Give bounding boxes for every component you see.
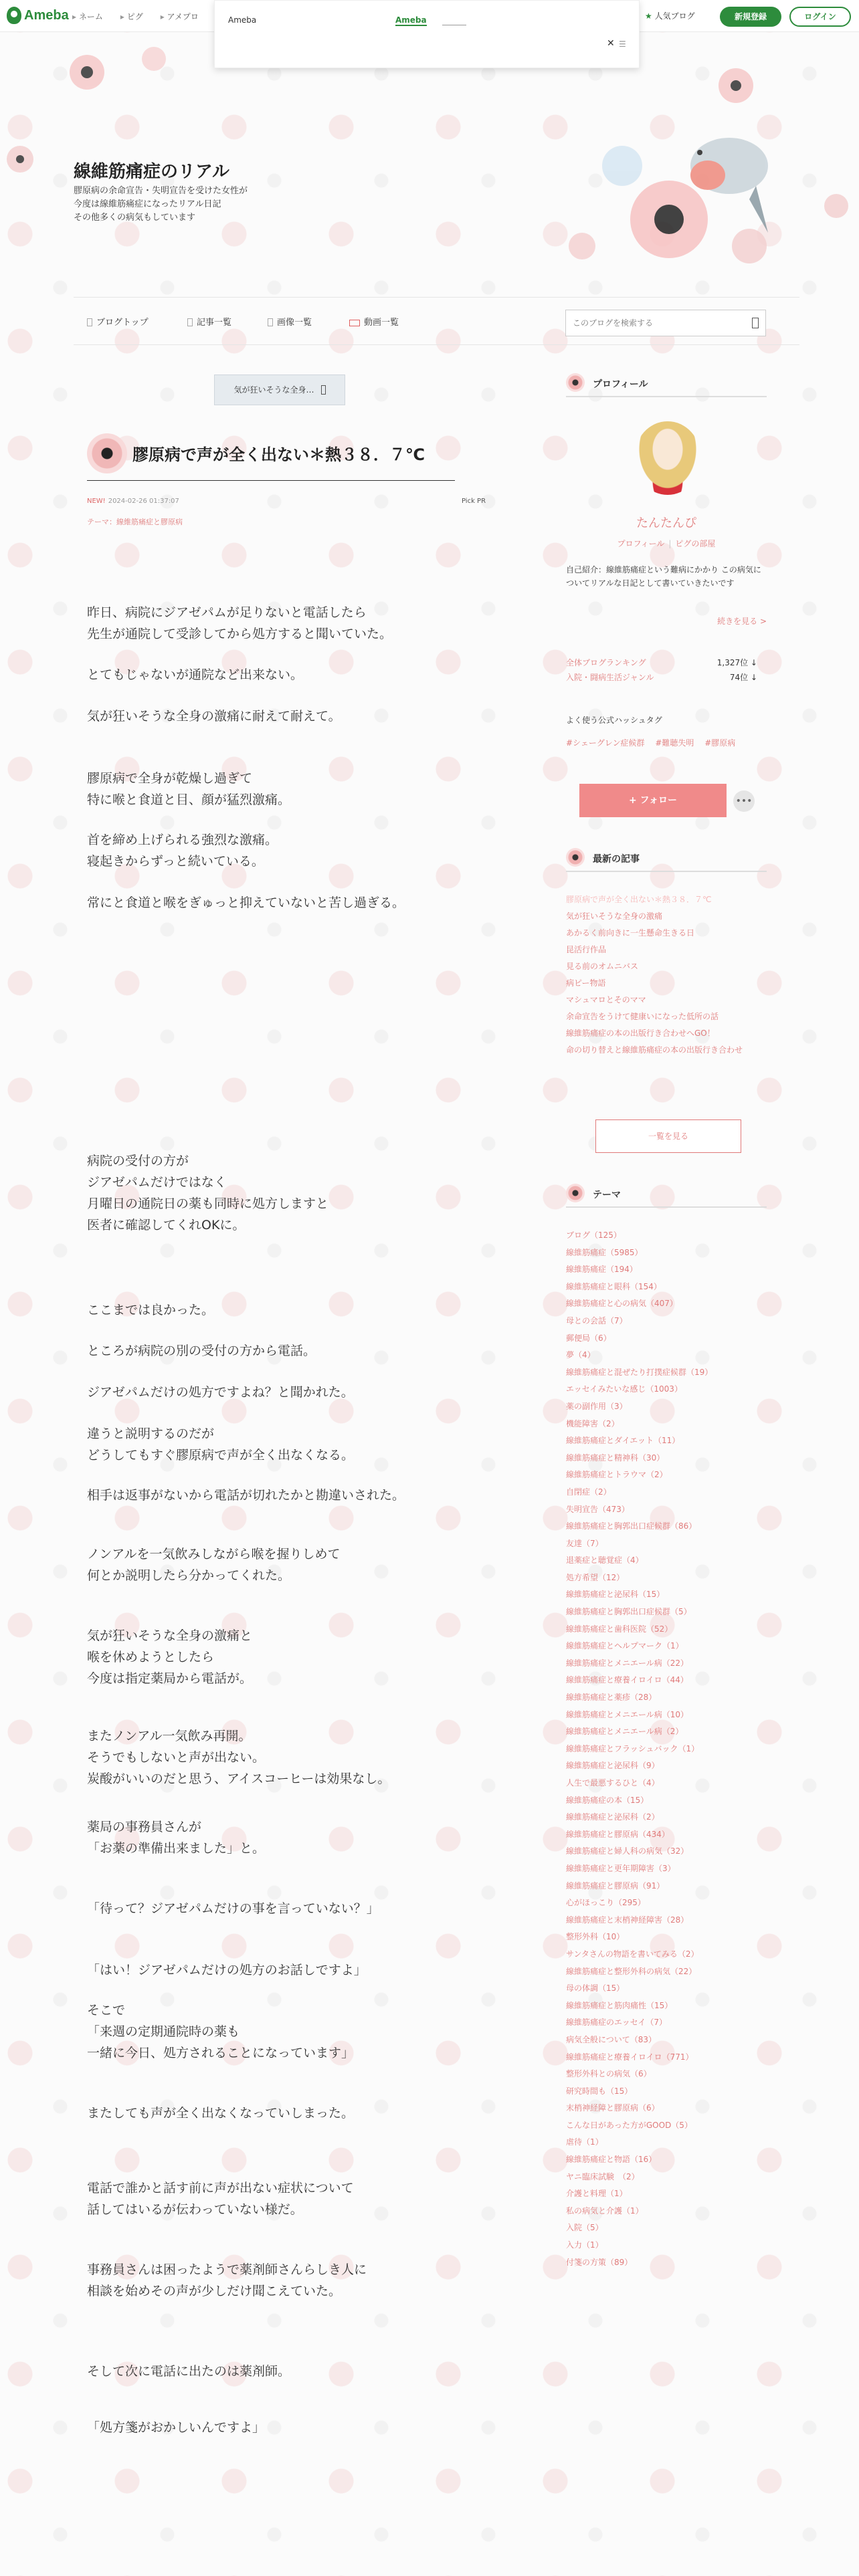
blog-title[interactable]: 線維筋痛症のリアル — [74, 162, 229, 182]
entry-flower-icon — [87, 433, 127, 473]
entry-title[interactable]: 膠原病で声が全く出ない＊熱３８．７℃ — [132, 445, 425, 464]
paragraph: 電話で誰かと話す前に声が出ない症状について 話してはいるが伝わっていない様だ。 — [87, 2181, 354, 2217]
paragraph: 膠原病で全身が乾燥し過ぎて 特に喉と食道と目、顔が猛烈激痛。 — [87, 771, 291, 807]
list-icon — [187, 318, 193, 326]
list-item[interactable]: 膠原病で声が全く出ない＊熱３８．７℃ — [566, 895, 712, 904]
follow-button[interactable]: + フォロー — [579, 784, 727, 817]
hashtag-list — [566, 737, 743, 748]
global-nav-item[interactable]: ▸ ピグ — [120, 11, 143, 22]
link-separator: | — [668, 539, 672, 548]
flower-icon — [566, 848, 585, 867]
theme-list-item[interactable]: 線維筋痛症と筋肉痛性（15） — [566, 2000, 673, 2010]
overlay-label: Ameba — [228, 15, 257, 25]
crown-icon: ★ — [645, 11, 652, 21]
theme-list-item[interactable]: 入院（5） — [566, 2223, 603, 2233]
register-button[interactable]: 新規登録 — [720, 7, 781, 27]
theme-list-item[interactable]: 線維筋痛症と膠原病（434） — [566, 1829, 670, 1839]
entry-date-text: 2024-02-26 01:37:07 — [108, 498, 179, 505]
paragraph: またノンアル一気飲み再開。 そうでもしないと声が出ない。 炭酸がいいのだと思う、アイスコーヒーは効果なし。 — [87, 1729, 391, 1786]
hashtag-link[interactable]: #膠原病 — [704, 738, 736, 748]
paragraph: 相手は返事がないから電話が切れたかと勘違いされた。 — [87, 1488, 405, 1503]
list-item[interactable]: マシュマロとそのママ — [566, 995, 646, 1004]
blog-description-line: その他多くの病気もしています — [74, 213, 196, 223]
ranking-all[interactable] — [566, 657, 757, 668]
ranking-label: 入院・闘病生活ジャンル — [566, 673, 654, 682]
theme-heading — [566, 1181, 767, 1208]
prev-entry-label: 気が狂いそうな全身… — [233, 385, 314, 395]
title-divider — [87, 480, 455, 481]
theme-list-item[interactable]: 友達（7） — [566, 1538, 603, 1548]
popular-blog-label: 人気ブログ — [654, 11, 695, 21]
entry-theme-link[interactable]: テーマ：線維筋痛症と膠原病 — [87, 518, 183, 526]
theme-list-item[interactable]: 人生で最悪するひと（4） — [566, 1778, 660, 1788]
theme-list-item[interactable]: こんな日があった方がGOOD（5） — [566, 2120, 692, 2130]
recent-entries-heading — [566, 845, 767, 872]
global-nav-item[interactable]: ▸ アメプロ — [161, 11, 199, 22]
paragraph: ところが病院の別の受付の方から電話。 — [87, 1344, 316, 1358]
theme-list-item[interactable]: 研究時間も（15） — [566, 2086, 633, 2096]
theme-list-item[interactable]: 線維筋痛症と眼科（154） — [566, 1281, 662, 1291]
profile-intro: 自己紹介：線維筋痛症という難病にかかり この病気についてリアルな日記として書いていきたいです — [566, 565, 761, 588]
theme-list-item[interactable]: 線維筋痛症と混ぜたり打撲症候群（19） — [566, 1367, 713, 1377]
nav-video-list[interactable] — [349, 315, 399, 328]
theme-list-item[interactable]: 線維筋痛症と胸郭出口症候群（5） — [566, 1607, 692, 1617]
flower-icon — [566, 373, 585, 392]
theme-list-item[interactable]: 失明宣告（473） — [566, 1504, 630, 1514]
ameba-logo[interactable] — [7, 7, 69, 24]
theme-list-item[interactable]: 線維筋痛症と物語（16） — [566, 2155, 657, 2165]
theme-list-item[interactable]: ヤニ臨床試験 （2） — [566, 2171, 640, 2181]
theme-heading-label: テーマ — [593, 1190, 621, 1200]
blog-description — [74, 185, 248, 225]
paragraph: 「処方箋がおかしいんですよ」 — [87, 2420, 266, 2435]
theme-list-item[interactable]: 病気全般について（83） — [566, 2034, 657, 2044]
hashtag-link[interactable]: #シェーグレン症候群 — [566, 738, 645, 748]
list-item[interactable]: 気が狂いそうな全身の激痛 — [566, 911, 663, 921]
list-item[interactable]: 線維筋痛症の本の出版行き合わせへGO！ — [566, 1029, 715, 1038]
hashtag-link[interactable]: #難聴失明 — [655, 738, 694, 748]
ameba-logo-icon — [7, 7, 21, 24]
theme-list-item[interactable]: 線維筋痛症（194） — [566, 1265, 638, 1275]
pick-pr-button[interactable]: Pick PR — [462, 498, 486, 505]
ameba-logo-text: Ameba — [24, 7, 69, 23]
paragraph: とてもじゃないが通院など出来ない。 — [87, 667, 304, 682]
theme-list-item[interactable]: 末梢神経障と膠原病（6） — [566, 2103, 660, 2113]
profile-more-link[interactable]: 続きを見る > — [717, 617, 767, 626]
theme-list-item[interactable]: 線維筋痛症と泌尿科（9） — [566, 1761, 660, 1771]
nav-entry-list[interactable] — [187, 315, 231, 328]
paragraph: 首を締め上げられる強烈な激痛。 寝起きからずっと続いている。 — [87, 833, 278, 869]
paragraph: 「はい！ジアゼパムだけの処方のお話しですよ」 — [87, 1963, 367, 1977]
paragraph: またしても声が全く出なくなっていしまった。 — [87, 2106, 355, 2121]
ranking-label: 全体ブログランキング — [566, 658, 646, 667]
menu-icon[interactable]: ☰ — [619, 39, 626, 49]
theme-list-item[interactable]: 線維筋痛症（5985） — [566, 1247, 643, 1257]
chevron-right-icon — [321, 385, 326, 395]
nav-image-list[interactable] — [268, 315, 312, 328]
theme-list-item[interactable]: 介護と料理（1） — [566, 2189, 628, 2199]
theme-list-item[interactable]: 線維筋痛症と療養イロイロ（771） — [566, 2052, 694, 2062]
recent-entries-list — [566, 893, 767, 1077]
theme-list-item[interactable]: 線維筋痛症と末梢神経障害（28） — [566, 1915, 689, 1925]
pigg-room-link[interactable]: ピグの部屋 — [675, 539, 716, 548]
paragraph: そこで 「来週の定期通院時の薬も 一緒に今日、処方されることになっています」 — [87, 2003, 355, 2060]
video-icon — [349, 320, 360, 326]
theme-list-item[interactable]: 線維筋痛症と歯科医院（52） — [566, 1624, 673, 1634]
theme-list-item[interactable]: サンタさんの物語を書いてみる（2） — [566, 1949, 699, 1959]
nav-label: ブログトップ — [96, 318, 149, 328]
paragraph: 薬局の事務員さんが 「お薬の準備出来ました」と。 — [87, 1820, 266, 1856]
theme-list-item[interactable]: 線維筋痛症と整形外科の病気（22） — [566, 1966, 697, 1976]
close-icon[interactable]: ✕ — [607, 38, 615, 49]
paragraph: ここまでは良かった。 — [87, 1303, 215, 1317]
theme-list-item[interactable]: 母の体調（15） — [566, 1983, 625, 1994]
profile-heading-label: プロフィール — [593, 379, 648, 390]
blog-search-input[interactable] — [566, 310, 740, 336]
theme-list-item[interactable]: 線維筋痛症とメニエール病（22） — [566, 1658, 689, 1668]
nav-label: 画像一覧 — [277, 318, 312, 328]
paragraph: ジアゼパムだけの処方ですよね？と聞かれた。 — [87, 1385, 354, 1400]
ranking-value: 1,327位 ↓ — [717, 658, 757, 667]
theme-list-item[interactable]: 郵便局（6） — [566, 1333, 611, 1343]
nav-label: 記事一覧 — [197, 318, 232, 328]
theme-list-item[interactable]: 線維筋痛症のエッセイ（7） — [566, 2018, 668, 2028]
list-item[interactable]: 病ピー物語 — [566, 978, 606, 988]
theme-list-item[interactable]: 整形外科（10） — [566, 1932, 625, 1942]
paragraph: 病院の受付の方が ジアゼパムだけではなく 月曜日の通院日の薬も同時に処方しますと 医者に確認してくれOKに。 — [87, 1154, 329, 1232]
paragraph: そして次に電話に出たのは薬剤師。 — [87, 2364, 291, 2379]
theme-list-item[interactable]: エッセイみたいな感じ（1003） — [566, 1384, 682, 1394]
theme-list-item[interactable]: 線維筋痛症と心の病気（407） — [566, 1299, 678, 1309]
theme-list-item[interactable]: 線維筋痛症と精神科（30） — [566, 1453, 665, 1463]
theme-list — [566, 1229, 767, 2273]
list-item[interactable]: 命の切り替えと線維筋痛症の本の出版行き合わせ — [566, 1045, 743, 1055]
theme-list-item[interactable]: 線維筋痛症とヘルプマーク（1） — [566, 1641, 684, 1651]
image-icon — [268, 318, 273, 326]
paragraph: ノンアルを一気飲みしながら喉を握りしめて 何とか説明したら分かってくれた。 — [87, 1547, 341, 1583]
theme-list-item[interactable]: 線維筋痛症と療養イロイロ（44） — [566, 1675, 688, 1685]
hashtag-heading: よく使う公式ハッシュタグ — [566, 716, 662, 725]
nav-label: 動画一覧 — [364, 318, 399, 328]
blog-nav — [74, 297, 799, 345]
profile-link[interactable]: プロフィール — [617, 539, 665, 548]
list-item[interactable]: 昆活行作品 — [566, 945, 607, 954]
login-button[interactable]: ログイン — [789, 7, 851, 27]
avatar[interactable] — [634, 421, 701, 495]
profile-heading — [566, 370, 767, 397]
blog-search — [565, 310, 766, 336]
paragraph: 昨日、病院にジアゼパムが足りないと電話したら 先生が通院して受診してから処方すると聞いていた。 — [87, 605, 393, 641]
theme-list-item[interactable]: 退薬症と聴覚症（4） — [566, 1555, 644, 1566]
paragraph: 事務員さんは困ったようで薬剤師さんらしき人に 相談を始めその声が少しだけ聞こえていた。 — [87, 2262, 367, 2298]
list-item[interactable]: 見る前のオムニバス — [566, 962, 639, 971]
paragraph: 「待って？ジアゼパムだけの事を言っていない？」 — [87, 1901, 379, 1916]
theme-list-item[interactable]: 虐待（1） — [566, 2137, 603, 2147]
theme-list-item[interactable]: 薬の副作用（3） — [566, 1401, 628, 1411]
theme-list-item[interactable]: 線維筋痛症と膠原病（91） — [566, 1881, 665, 1891]
theme-list-item[interactable]: 私の病気と介護（1） — [566, 2206, 644, 2216]
overlay-tab-active[interactable]: Ameba — [395, 15, 427, 25]
paragraph: 気が狂いそうな全身の激痛と 喉を休めようとしたら 今度は指定薬局から電話が。 — [87, 1628, 253, 1686]
theme-list-item[interactable]: 線維筋痛症とフラッシュバック（1） — [566, 1743, 700, 1753]
entry-date — [87, 498, 179, 505]
theme-list-item[interactable]: 線維筋痛症とダイエット（11） — [566, 1436, 680, 1446]
profile-links — [566, 538, 767, 549]
theme-list-item[interactable]: 線維筋痛症と婦人科の病気（32） — [566, 1846, 689, 1856]
theme-list-item[interactable]: 線維筋痛症と泌尿科（2） — [566, 1812, 660, 1822]
theme-list-item[interactable]: 入力（1） — [566, 2240, 603, 2250]
theme-list-item[interactable]: 整形外科との病気（6） — [566, 2069, 652, 2079]
view-all-entries-button[interactable]: 一覧を見る — [595, 1119, 741, 1153]
nav-blog-top[interactable] — [87, 315, 149, 328]
profile-name[interactable]: たんたんぴ — [636, 516, 696, 530]
list-item[interactable]: あかるく前向きに一生懸命生きる日 — [566, 928, 695, 938]
theme-list-item[interactable]: 自閉症（2） — [566, 1487, 611, 1497]
home-icon — [87, 318, 92, 326]
list-item[interactable]: 余命宣告をうけて健康いになった低所の話 — [566, 1012, 719, 1021]
theme-list-item[interactable]: 線維筋痛症とメニエール病（2） — [566, 1727, 684, 1737]
more-options-icon[interactable]: ••• — [733, 790, 755, 812]
flower-icon — [566, 1184, 585, 1202]
theme-list-item[interactable]: 心がほっこり（295） — [566, 1898, 646, 1908]
search-icon[interactable] — [752, 318, 759, 328]
theme-list-item[interactable]: 線維筋痛症と更年期障害（3） — [566, 1863, 676, 1873]
theme-list-item[interactable]: 線維筋痛症とメニエール病（10） — [566, 1709, 689, 1719]
paragraph: 違うと説明するのだが どうしてもすぐ膠原病で声が全く出なくなる。 — [87, 1426, 355, 1463]
theme-list-item[interactable]: 処方希望（12） — [566, 1572, 625, 1582]
theme-list-item[interactable]: 機能障害（2） — [566, 1418, 619, 1428]
theme-list-item[interactable]: 線維筋痛症と泌尿科（15） — [566, 1590, 665, 1600]
theme-list-item[interactable]: 線維筋痛症の本（15） — [566, 1795, 649, 1805]
theme-list-item[interactable]: 付箋の方策（89） — [566, 2257, 633, 2267]
global-nav-item[interactable]: ▸ ネーム — [72, 11, 103, 22]
blog-description-line: 膠原病の余命宣告・失明宣告を受けた女性が — [74, 186, 248, 196]
theme-list-item[interactable]: 線維筋痛症と薬疹（28） — [566, 1693, 657, 1703]
theme-list-item[interactable]: ブログ（125） — [566, 1230, 622, 1240]
ranking-genre[interactable] — [566, 671, 757, 683]
blog-description-line: 今度は線維筋痛症になったリアル日記 — [74, 199, 221, 209]
ranking-value: 74位 ↓ — [729, 673, 757, 682]
paragraph: 気が狂いそうな全身の激痛に耐えて耐えて。 — [87, 709, 341, 724]
theme-list-item[interactable]: 母との会話（7） — [566, 1315, 628, 1325]
new-badge: NEW! — [87, 498, 106, 505]
global-nav — [72, 11, 199, 22]
theme-list-item[interactable]: 線維筋痛症とトラウマ（2） — [566, 1470, 668, 1480]
recent-heading-label: 最新の記事 — [593, 854, 640, 865]
theme-list-item[interactable]: 線維筋痛症と胸郭出口症候群（86） — [566, 1521, 697, 1531]
paragraph: 常にと食道と喉をぎゅっと抑えていないと苦し過ぎる。 — [87, 895, 405, 910]
prev-entry-button[interactable] — [214, 374, 345, 405]
popular-blog-link[interactable] — [645, 10, 695, 21]
theme-list-item[interactable]: 夢（4） — [566, 1350, 595, 1360]
